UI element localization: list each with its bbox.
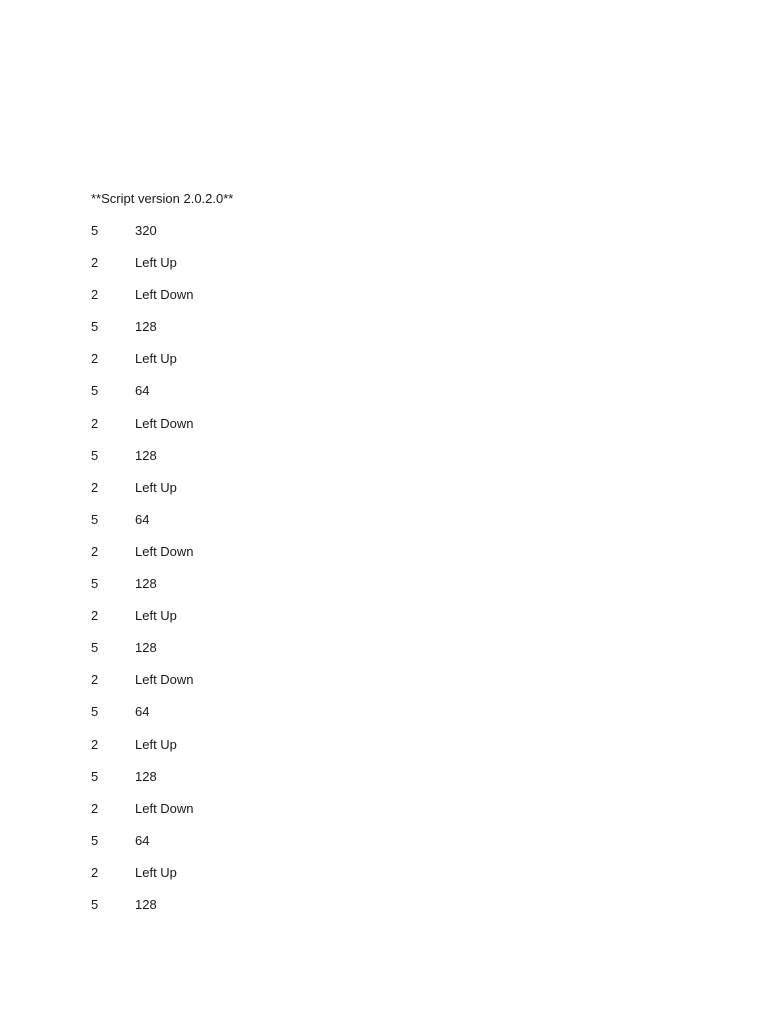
row-code: 2 — [91, 864, 99, 880]
script-row — [91, 639, 335, 671]
row-code: 5 — [91, 704, 99, 720]
row-value: 128 — [135, 576, 157, 592]
script-row — [91, 350, 335, 382]
script-row — [91, 575, 335, 607]
script-row — [91, 671, 335, 703]
row-value: Left Up — [135, 479, 177, 495]
script-row — [91, 703, 335, 735]
row-value: 128 — [135, 319, 157, 335]
row-code: 2 — [91, 608, 99, 624]
row-value: 128 — [135, 640, 157, 656]
row-value: Left Down — [135, 543, 194, 559]
row-value: Left Up — [135, 351, 177, 367]
script-row — [91, 768, 335, 800]
script-row — [91, 318, 335, 350]
script-row — [91, 415, 335, 447]
script-row — [91, 607, 335, 639]
script-row — [91, 286, 335, 318]
row-value: 64 — [135, 832, 150, 848]
script-row — [91, 543, 335, 575]
row-code: 5 — [91, 640, 99, 656]
script-row — [91, 832, 335, 864]
row-value: 128 — [135, 447, 157, 463]
row-value: 320 — [135, 223, 157, 238]
row-value: 128 — [135, 896, 157, 912]
row-code: 5 — [91, 383, 99, 399]
script-row — [91, 511, 335, 543]
row-code: 2 — [91, 479, 99, 495]
row-value: 128 — [135, 768, 157, 784]
row-code: 5 — [91, 768, 99, 784]
row-value: Left Up — [135, 864, 177, 880]
row-code: 2 — [91, 287, 99, 303]
script-row — [91, 222, 335, 254]
script-row — [91, 382, 335, 414]
row-value: Left Up — [135, 736, 177, 752]
row-code: 2 — [91, 415, 99, 431]
row-code: 2 — [91, 543, 99, 559]
row-value: Left Down — [135, 672, 194, 688]
row-code: 5 — [91, 511, 99, 527]
row-value: Left Up — [135, 608, 177, 624]
script-row — [91, 800, 335, 832]
row-value: Left Down — [135, 287, 194, 303]
script-row — [91, 447, 335, 479]
row-value: 64 — [135, 383, 150, 399]
script-row — [91, 896, 335, 928]
row-value: Left Down — [135, 415, 194, 431]
script-row — [91, 864, 335, 896]
row-code: 5 — [91, 832, 99, 848]
row-code: 2 — [91, 672, 99, 688]
row-code: 5 — [91, 223, 99, 238]
script-row — [91, 479, 335, 511]
row-code: 2 — [91, 351, 99, 367]
script-row — [91, 254, 335, 286]
row-value: Left Up — [135, 255, 177, 271]
script-rows-list — [91, 222, 335, 928]
row-value: Left Down — [135, 800, 194, 816]
row-code: 5 — [91, 447, 99, 463]
row-code: 2 — [91, 255, 99, 271]
script-row — [91, 736, 335, 768]
row-value: 64 — [135, 704, 150, 720]
row-value: 64 — [135, 511, 150, 527]
row-code: 5 — [91, 576, 99, 592]
script-version-heading: **Script version 2.0.2.0** — [91, 191, 234, 206]
row-code: 2 — [91, 800, 99, 816]
row-code: 5 — [91, 319, 99, 335]
row-code: 5 — [91, 896, 99, 912]
row-code: 2 — [91, 736, 99, 752]
